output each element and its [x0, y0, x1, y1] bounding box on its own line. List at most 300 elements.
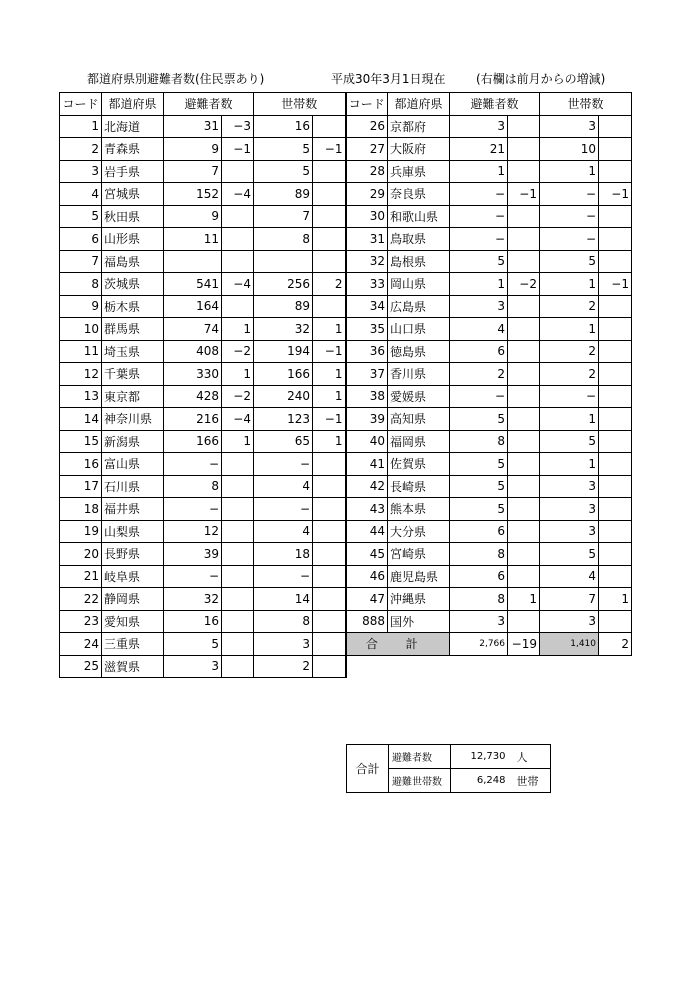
col-header-households: 世帯数	[254, 93, 346, 116]
cell-code: 23	[60, 610, 102, 633]
cell-code: 18	[60, 498, 102, 521]
cell-code: 9	[60, 295, 102, 318]
cell-code: 44	[346, 520, 388, 543]
table-row	[60, 138, 632, 161]
cell-code: 46	[346, 565, 388, 588]
cell-code: 38	[346, 385, 388, 408]
cell-code: 24	[60, 633, 102, 656]
cell-evacuees: −	[450, 228, 508, 251]
summary-households-unit: 世帯	[509, 769, 551, 793]
cell-evacuees-change: −2	[222, 385, 254, 408]
cell-code: 43	[346, 498, 388, 521]
cell-code: 15	[60, 430, 102, 453]
cell-prefecture: 岡山県	[388, 273, 450, 296]
cell-code: 1	[60, 115, 102, 138]
cell-evacuees-change	[222, 543, 254, 566]
cell-households-change	[313, 588, 346, 611]
cell-prefecture: 栃木県	[102, 295, 164, 318]
cell-evacuees-change	[508, 228, 540, 251]
cell-households: 3	[540, 520, 599, 543]
cell-households-change	[599, 453, 632, 476]
cell-households: 1	[540, 453, 599, 476]
table-row	[60, 588, 632, 611]
table-row	[60, 115, 632, 138]
cell-households-change	[313, 520, 346, 543]
cell-evacuees-change	[222, 250, 254, 273]
cell-prefecture: 宮崎県	[388, 543, 450, 566]
cell-households-change	[313, 250, 346, 273]
cell-households: 1	[540, 318, 599, 341]
col-header-households: 世帯数	[540, 93, 632, 116]
cell-evacuees-change	[222, 565, 254, 588]
cell-evacuees-change: −4	[222, 408, 254, 431]
cell-evacuees-change: −4	[222, 273, 254, 296]
cell-evacuees: 5	[450, 498, 508, 521]
cell-prefecture: 青森県	[102, 138, 164, 161]
cell-evacuees-change	[508, 160, 540, 183]
table-row	[60, 318, 632, 341]
cell-evacuees: 216	[164, 408, 222, 431]
cell-households: 194	[254, 340, 313, 363]
table-row	[60, 295, 632, 318]
grand-total-label: 合 計	[346, 633, 450, 656]
cell-code: 6	[60, 228, 102, 251]
table-row	[60, 250, 632, 273]
cell-households-change	[313, 610, 346, 633]
cell-households: 3	[540, 475, 599, 498]
summary-evacuees-value: 12,730	[451, 745, 509, 769]
cell-evacuees-change: 1	[222, 363, 254, 386]
cell-households-change	[599, 610, 632, 633]
cell-prefecture: 群馬県	[102, 318, 164, 341]
cell-prefecture: 富山県	[102, 453, 164, 476]
cell-evacuees: 166	[164, 430, 222, 453]
cell-households: 5	[540, 250, 599, 273]
cell-evacuees: 7	[164, 160, 222, 183]
cell-code: 28	[346, 160, 388, 183]
cell-households: 5	[540, 543, 599, 566]
cell-evacuees: 9	[164, 138, 222, 161]
cell-prefecture: 東京都	[102, 385, 164, 408]
cell-code: 26	[346, 115, 388, 138]
cell-households-change	[599, 160, 632, 183]
cell-households: 4	[254, 475, 313, 498]
cell-code: 30	[346, 205, 388, 228]
cell-households-change: 1	[313, 318, 346, 341]
cell-evacuees-change: −2	[508, 273, 540, 296]
cell-code: 13	[60, 385, 102, 408]
cell-evacuees: 3	[164, 655, 222, 678]
cell-evacuees: 2	[450, 363, 508, 386]
cell-prefecture: 千葉県	[102, 363, 164, 386]
cell-households-change	[599, 430, 632, 453]
cell-households-change: 1	[313, 430, 346, 453]
cell-evacuees-change	[508, 475, 540, 498]
empty-cell	[508, 655, 540, 678]
cell-evacuees-change: 1	[508, 588, 540, 611]
table-row	[60, 453, 632, 476]
cell-code: 2	[60, 138, 102, 161]
cell-households-change	[313, 160, 346, 183]
table-row	[60, 273, 632, 296]
cell-households-change	[313, 633, 346, 656]
evacuees-table	[59, 92, 632, 678]
cell-households: 7	[540, 588, 599, 611]
cell-evacuees	[164, 250, 222, 273]
cell-prefecture: 国外	[388, 610, 450, 633]
cell-evacuees-change	[222, 228, 254, 251]
cell-households: 18	[254, 543, 313, 566]
cell-households-change	[599, 295, 632, 318]
cell-evacuees: 5	[450, 475, 508, 498]
cell-households-change	[599, 520, 632, 543]
cell-households-change: −1	[599, 273, 632, 296]
cell-prefecture: 三重県	[102, 633, 164, 656]
cell-households: 89	[254, 295, 313, 318]
cell-households-change: −1	[313, 138, 346, 161]
cell-evacuees-change	[222, 160, 254, 183]
cell-prefecture: 鹿児島県	[388, 565, 450, 588]
cell-households: 65	[254, 430, 313, 453]
cell-households: −	[254, 565, 313, 588]
cell-evacuees-change: 1	[222, 430, 254, 453]
cell-prefecture: 鳥取県	[388, 228, 450, 251]
cell-evacuees-change	[508, 430, 540, 453]
table-header-row	[60, 93, 632, 116]
table-row	[60, 543, 632, 566]
cell-households: 16	[254, 115, 313, 138]
cell-prefecture: 愛媛県	[388, 385, 450, 408]
cell-code: 25	[60, 655, 102, 678]
cell-prefecture: 高知県	[388, 408, 450, 431]
empty-cell	[540, 655, 599, 678]
cell-prefecture: 和歌山県	[388, 205, 450, 228]
as-of-date: 平成30年3月1日現在	[331, 72, 446, 86]
cell-households: 4	[254, 520, 313, 543]
cell-prefecture: 長崎県	[388, 475, 450, 498]
cell-households-change: −1	[599, 183, 632, 206]
cell-households: −	[540, 205, 599, 228]
cell-prefecture: 山梨県	[102, 520, 164, 543]
col-header-evacuees: 避難者数	[164, 93, 254, 116]
cell-households-change: 1	[599, 588, 632, 611]
header-note: (右欄は前月からの増減)	[476, 72, 606, 86]
cell-households-change	[313, 453, 346, 476]
cell-prefecture: 石川県	[102, 475, 164, 498]
empty-cell	[388, 655, 450, 678]
col-header-pref: 都道府県	[102, 93, 164, 116]
cell-code: 14	[60, 408, 102, 431]
cell-evacuees-change	[222, 295, 254, 318]
cell-households: 2	[540, 363, 599, 386]
cell-prefecture: 大阪府	[388, 138, 450, 161]
cell-code: 29	[346, 183, 388, 206]
cell-prefecture: 兵庫県	[388, 160, 450, 183]
cell-households-change	[313, 565, 346, 588]
cell-households-change	[599, 138, 632, 161]
table-row	[60, 498, 632, 521]
cell-code: 45	[346, 543, 388, 566]
table-row	[60, 363, 632, 386]
cell-households-change	[313, 655, 346, 678]
cell-evacuees-change	[508, 318, 540, 341]
cell-evacuees: 12	[164, 520, 222, 543]
cell-households: 2	[540, 295, 599, 318]
table-row	[60, 475, 632, 498]
cell-evacuees-change	[222, 610, 254, 633]
cell-households: 123	[254, 408, 313, 431]
cell-households: 14	[254, 588, 313, 611]
table-row	[60, 205, 632, 228]
cell-code: 27	[346, 138, 388, 161]
cell-evacuees-change	[222, 498, 254, 521]
cell-code: 21	[60, 565, 102, 588]
table-row	[60, 430, 632, 453]
cell-evacuees-change	[222, 520, 254, 543]
cell-code: 11	[60, 340, 102, 363]
cell-households-change	[599, 340, 632, 363]
cell-households: 256	[254, 273, 313, 296]
cell-households: 166	[254, 363, 313, 386]
cell-code: 7	[60, 250, 102, 273]
cell-households: 10	[540, 138, 599, 161]
cell-prefecture: 秋田県	[102, 205, 164, 228]
cell-prefecture: 沖縄県	[388, 588, 450, 611]
cell-households-change	[313, 228, 346, 251]
cell-prefecture: 新潟県	[102, 430, 164, 453]
cell-evacuees: 5	[450, 408, 508, 431]
grand-total-evacuees-change: −19	[508, 633, 540, 656]
cell-evacuees: 541	[164, 273, 222, 296]
summary-evacuees-label: 避難者数	[389, 745, 451, 769]
cell-households: −	[540, 228, 599, 251]
cell-households-change	[599, 475, 632, 498]
cell-evacuees: 8	[450, 588, 508, 611]
cell-households: 5	[254, 138, 313, 161]
cell-evacuees: 6	[450, 565, 508, 588]
cell-prefecture: 島根県	[388, 250, 450, 273]
cell-households: 1	[540, 273, 599, 296]
cell-households: 8	[254, 228, 313, 251]
cell-households-change	[599, 498, 632, 521]
cell-households: −	[540, 385, 599, 408]
cell-evacuees-change: −1	[508, 183, 540, 206]
cell-evacuees-change	[508, 205, 540, 228]
cell-households-change	[599, 250, 632, 273]
cell-evacuees-change	[508, 363, 540, 386]
table-row	[60, 520, 632, 543]
cell-code: 37	[346, 363, 388, 386]
cell-evacuees-change	[508, 340, 540, 363]
summary-label: 合計	[347, 745, 389, 793]
cell-prefecture: 滋賀県	[102, 655, 164, 678]
cell-code: 5	[60, 205, 102, 228]
cell-evacuees: 152	[164, 183, 222, 206]
cell-evacuees-change	[508, 565, 540, 588]
cell-code: 47	[346, 588, 388, 611]
grand-total-households: 1,410	[540, 633, 599, 656]
cell-evacuees: 1	[450, 273, 508, 296]
cell-households-change: −1	[313, 408, 346, 431]
cell-code: 10	[60, 318, 102, 341]
cell-households	[254, 250, 313, 273]
cell-evacuees-change: 1	[222, 318, 254, 341]
cell-prefecture: 福岡県	[388, 430, 450, 453]
cell-households-change	[313, 543, 346, 566]
cell-prefecture: 広島県	[388, 295, 450, 318]
cell-prefecture: 神奈川県	[102, 408, 164, 431]
cell-households: 2	[540, 340, 599, 363]
cell-evacuees: 3	[450, 295, 508, 318]
cell-evacuees: 5	[450, 453, 508, 476]
cell-households: 32	[254, 318, 313, 341]
cell-evacuees-change: −2	[222, 340, 254, 363]
cell-code: 35	[346, 318, 388, 341]
cell-households-change	[599, 408, 632, 431]
cell-households-change	[313, 475, 346, 498]
cell-households-change	[313, 498, 346, 521]
cell-households: 5	[540, 430, 599, 453]
cell-prefecture: 大分県	[388, 520, 450, 543]
cell-code: 36	[346, 340, 388, 363]
cell-households: 7	[254, 205, 313, 228]
cell-households: 3	[540, 610, 599, 633]
table-row	[60, 385, 632, 408]
cell-households: 5	[254, 160, 313, 183]
cell-prefecture: 佐賀県	[388, 453, 450, 476]
cell-prefecture: 茨城県	[102, 273, 164, 296]
cell-evacuees-change	[222, 588, 254, 611]
summary-table	[346, 744, 551, 793]
cell-households-change: 2	[313, 273, 346, 296]
cell-prefecture: 徳島県	[388, 340, 450, 363]
cell-prefecture: 埼玉県	[102, 340, 164, 363]
cell-households: 3	[540, 498, 599, 521]
cell-evacuees-change	[222, 633, 254, 656]
cell-code: 8	[60, 273, 102, 296]
cell-code: 32	[346, 250, 388, 273]
empty-cell	[346, 655, 388, 678]
cell-evacuees-change	[222, 453, 254, 476]
cell-households: 240	[254, 385, 313, 408]
cell-code: 33	[346, 273, 388, 296]
empty-cell	[450, 655, 508, 678]
cell-prefecture: 山形県	[102, 228, 164, 251]
grand-total-evacuees: 2,766	[450, 633, 508, 656]
cell-evacuees: 9	[164, 205, 222, 228]
cell-evacuees-change: −1	[222, 138, 254, 161]
cell-evacuees: 330	[164, 363, 222, 386]
cell-households-change	[599, 363, 632, 386]
cell-households: 3	[540, 115, 599, 138]
cell-evacuees: 164	[164, 295, 222, 318]
cell-prefecture: 静岡県	[102, 588, 164, 611]
cell-code: 16	[60, 453, 102, 476]
col-header-evacuees: 避難者数	[450, 93, 540, 116]
cell-households-change	[599, 385, 632, 408]
cell-evacuees: 428	[164, 385, 222, 408]
table-row	[60, 340, 632, 363]
col-header-pref: 都道府県	[388, 93, 450, 116]
cell-households: 2	[254, 655, 313, 678]
cell-code: 17	[60, 475, 102, 498]
grand-total-households-change: 2	[599, 633, 632, 656]
cell-evacuees-change	[508, 115, 540, 138]
cell-prefecture: 香川県	[388, 363, 450, 386]
cell-evacuees-change	[508, 520, 540, 543]
cell-households: 8	[254, 610, 313, 633]
cell-code: 40	[346, 430, 388, 453]
cell-evacuees: 1	[450, 160, 508, 183]
cell-prefecture: 岩手県	[102, 160, 164, 183]
cell-prefecture: 岐阜県	[102, 565, 164, 588]
cell-households: −	[254, 498, 313, 521]
cell-code: 42	[346, 475, 388, 498]
table-row	[60, 633, 632, 656]
cell-evacuees: 4	[450, 318, 508, 341]
cell-evacuees-change: −4	[222, 183, 254, 206]
cell-evacuees: 74	[164, 318, 222, 341]
cell-evacuees: 6	[450, 520, 508, 543]
cell-households-change: 1	[313, 385, 346, 408]
cell-households-change	[599, 228, 632, 251]
cell-evacuees: 16	[164, 610, 222, 633]
cell-evacuees: 8	[450, 543, 508, 566]
cell-evacuees: 39	[164, 543, 222, 566]
cell-evacuees: −	[450, 183, 508, 206]
cell-households-change	[313, 183, 346, 206]
cell-households-change: −1	[313, 340, 346, 363]
cell-evacuees: −	[164, 565, 222, 588]
cell-evacuees: 31	[164, 115, 222, 138]
cell-households: 3	[254, 633, 313, 656]
cell-evacuees-change: −3	[222, 115, 254, 138]
cell-households: 1	[540, 160, 599, 183]
cell-evacuees: 11	[164, 228, 222, 251]
cell-code: 3	[60, 160, 102, 183]
cell-evacuees-change	[508, 138, 540, 161]
cell-evacuees: 3	[450, 610, 508, 633]
cell-households-change: 1	[313, 363, 346, 386]
summary-households-value: 6,248	[451, 769, 509, 793]
empty-cell	[599, 655, 632, 678]
cell-households-change	[599, 205, 632, 228]
cell-prefecture: 奈良県	[388, 183, 450, 206]
cell-evacuees-change	[222, 475, 254, 498]
col-header-code: コード	[60, 93, 102, 116]
cell-evacuees: 5	[164, 633, 222, 656]
cell-households-change	[599, 115, 632, 138]
cell-evacuees: 5	[450, 250, 508, 273]
cell-households-change	[313, 115, 346, 138]
cell-evacuees-change	[508, 453, 540, 476]
table-row	[60, 565, 632, 588]
cell-households-change	[599, 543, 632, 566]
cell-evacuees: 8	[164, 475, 222, 498]
cell-evacuees: 6	[450, 340, 508, 363]
cell-code: 31	[346, 228, 388, 251]
cell-households: 1	[540, 408, 599, 431]
cell-prefecture: 長野県	[102, 543, 164, 566]
cell-evacuees: −	[164, 498, 222, 521]
cell-evacuees: 3	[450, 115, 508, 138]
cell-prefecture: 北海道	[102, 115, 164, 138]
cell-evacuees: 21	[450, 138, 508, 161]
cell-evacuees-change	[508, 250, 540, 273]
cell-code: 888	[346, 610, 388, 633]
cell-evacuees: −	[450, 205, 508, 228]
cell-households-change	[599, 318, 632, 341]
